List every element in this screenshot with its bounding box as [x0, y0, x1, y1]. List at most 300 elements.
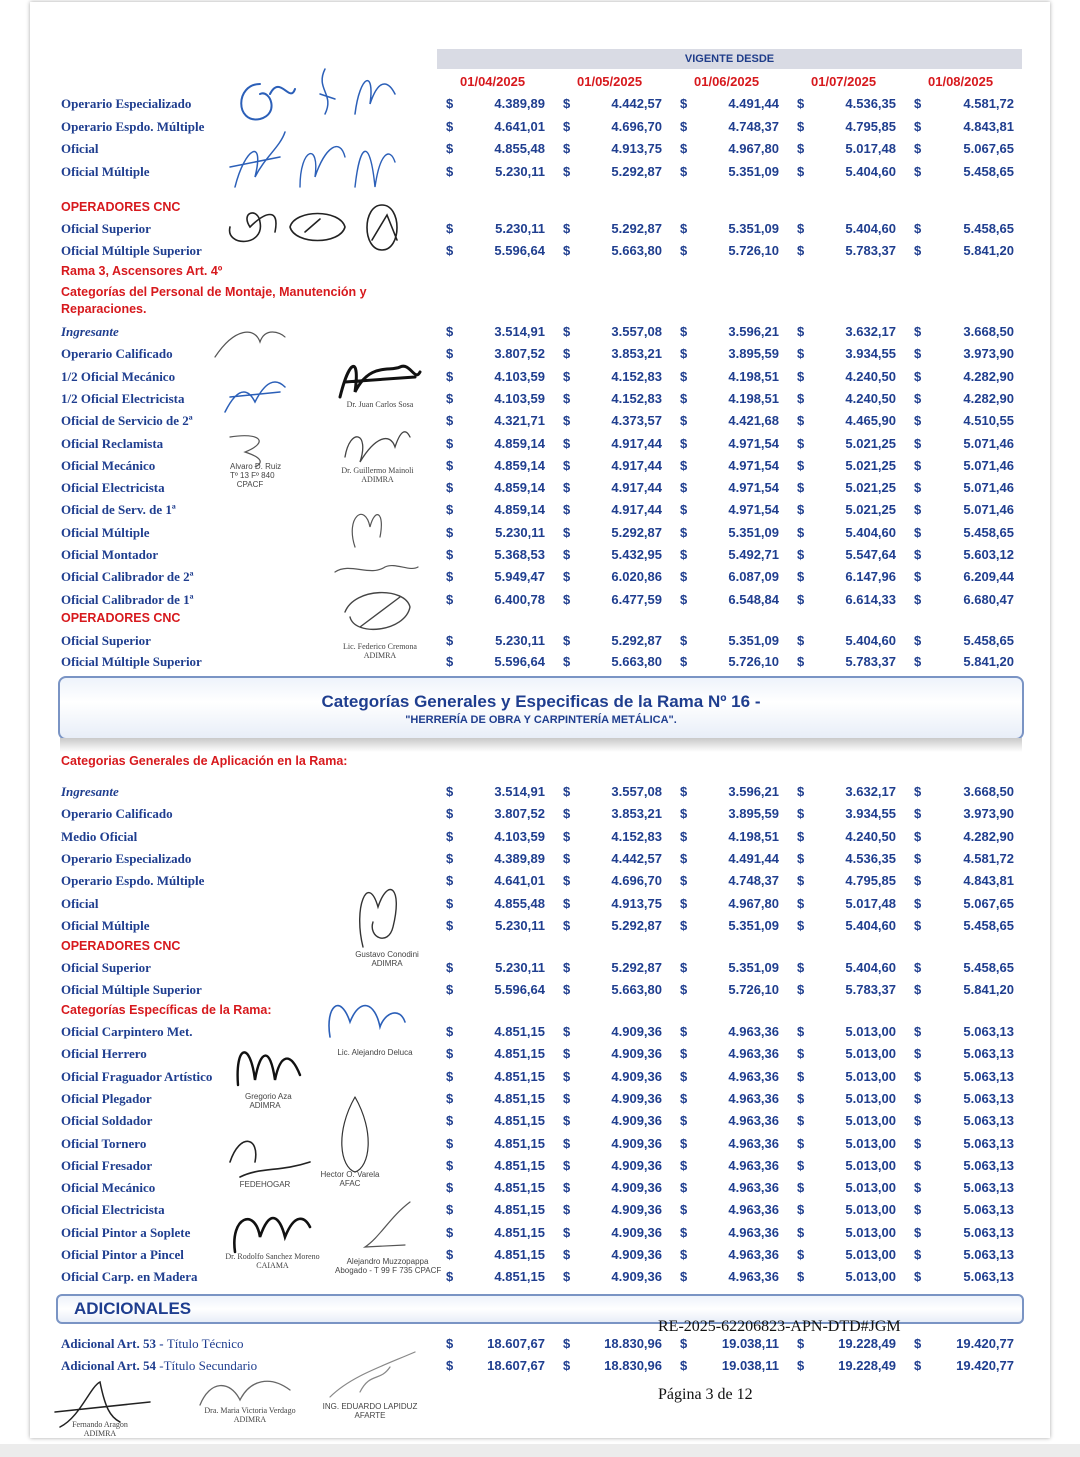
table-row [30, 322, 1050, 344]
bottom-strip [0, 1444, 1080, 1457]
currency-symbol: $ [563, 850, 571, 866]
row-label: Oficial de Servicio de 2ª [61, 413, 193, 429]
currency-symbol: $ [446, 1024, 454, 1039]
row-value: 4.491,44 [728, 850, 779, 866]
row-value: 5.063,13 [963, 1180, 1014, 1196]
currency-symbol: $ [446, 368, 454, 384]
row-value: 5.351,09 [728, 917, 779, 933]
row-value: 4.963,36 [728, 1135, 779, 1151]
currency-symbol: $ [797, 591, 805, 607]
currency-symbol: $ [914, 895, 922, 911]
row-label: Ingresante [61, 324, 119, 339]
row-value: 19.420,77 [956, 1358, 1014, 1373]
row-value: 18.607,67 [487, 1358, 545, 1373]
currency-symbol: $ [680, 806, 688, 822]
row-value: 18.830,96 [604, 1336, 662, 1351]
currency-symbol: $ [797, 346, 805, 362]
currency-symbol: $ [680, 96, 688, 111]
row-value: 6.020,86 [611, 569, 662, 585]
table-row [30, 1022, 1050, 1044]
row-value: 4.152,83 [611, 828, 662, 844]
row-value: 4.963,36 [728, 1024, 779, 1039]
currency-symbol: $ [680, 1224, 688, 1240]
currency-symbol: $ [563, 457, 571, 473]
row-label: Oficial Calibrador de 1ª [61, 591, 194, 607]
row-value: 4.442,57 [611, 96, 662, 111]
row-value: 5.230,11 [495, 524, 545, 540]
table-row [30, 94, 1050, 116]
table-row [30, 631, 1050, 653]
currency-symbol: $ [446, 1046, 454, 1062]
row-value: 5.013,00 [845, 1247, 896, 1262]
currency-symbol: $ [680, 784, 688, 799]
row-value: 4.536,35 [845, 850, 896, 866]
row-value: 5.603,12 [963, 547, 1014, 562]
currency-symbol: $ [797, 243, 805, 258]
currency-symbol: $ [914, 982, 922, 997]
row-value: 4.963,36 [728, 1113, 779, 1129]
row-label: Oficial Calibrador de 2ª [61, 569, 194, 585]
date-header-2: 01/05/2025 [577, 74, 643, 89]
row-value: 4.491,44 [728, 96, 779, 111]
row-value: 3.973,90 [963, 806, 1014, 822]
rama3-subtitle-2: Reparaciones. [61, 302, 147, 316]
currency-symbol: $ [446, 346, 454, 362]
currency-symbol: $ [563, 1358, 571, 1373]
table-row [30, 139, 1050, 161]
row-value: 4.373,57 [611, 413, 662, 429]
cnc-title: OPERADORES CNC [61, 200, 181, 214]
currency-symbol: $ [797, 502, 805, 518]
row-label: Oficial Múltiple Superior [61, 982, 202, 997]
row-value: 5.063,13 [963, 1202, 1014, 1218]
row-label: 1/2 Oficial Electricista [61, 390, 185, 406]
banner-title: Categorías Generales y Especificas de la Rama Nº 16 - [321, 692, 761, 711]
row-value: 5.071,46 [963, 435, 1014, 451]
vigente-desde-header: VIGENTE DESDE [437, 49, 1022, 69]
row-value: 4.198,51 [728, 368, 779, 384]
currency-symbol: $ [797, 1336, 805, 1351]
currency-symbol: $ [797, 1224, 805, 1240]
row-label: Operario Calificado [61, 806, 173, 822]
currency-symbol: $ [797, 1024, 805, 1039]
row-value: 4.510,55 [963, 413, 1014, 429]
currency-symbol: $ [914, 96, 922, 111]
table-row [30, 1267, 1050, 1289]
table-row [30, 434, 1050, 456]
currency-symbol: $ [446, 806, 454, 822]
currency-symbol: $ [914, 480, 922, 496]
row-value: 4.913,75 [611, 141, 662, 156]
row-value: 4.282,90 [963, 368, 1014, 384]
currency-symbol: $ [446, 960, 454, 975]
currency-symbol: $ [446, 1224, 454, 1240]
row-value: 5.458,65 [963, 633, 1014, 648]
row-label: Oficial Pintor a Pincel [61, 1247, 184, 1262]
row-value: 4.909,36 [611, 1180, 662, 1196]
row-value: 5.013,00 [845, 1068, 896, 1084]
table-row [30, 804, 1050, 826]
currency-symbol: $ [446, 873, 454, 889]
currency-symbol: $ [797, 324, 805, 339]
currency-symbol: $ [446, 1358, 454, 1373]
currency-symbol: $ [446, 502, 454, 518]
row-label: Oficial Electricista [61, 1202, 165, 1218]
currency-symbol: $ [914, 1135, 922, 1151]
currency-symbol: $ [797, 1090, 805, 1106]
currency-symbol: $ [797, 1358, 805, 1373]
row-value: 4.851,15 [494, 1113, 545, 1129]
currency-symbol: $ [797, 1046, 805, 1062]
currency-symbol: $ [563, 1046, 571, 1062]
row-value: 5.013,00 [845, 1224, 896, 1240]
row-value: 5.351,09 [728, 633, 779, 648]
row-value: 6.548,84 [728, 591, 779, 607]
row-value: 3.668,50 [963, 784, 1014, 799]
currency-symbol: $ [914, 654, 922, 669]
currency-symbol: $ [797, 1113, 805, 1129]
row-value: 3.895,59 [728, 346, 779, 362]
row-value: 5.013,00 [845, 1046, 896, 1062]
currency-symbol: $ [680, 895, 688, 911]
currency-symbol: $ [797, 1068, 805, 1084]
table-row [30, 1089, 1050, 1111]
signature-scribble [230, 1035, 305, 1095]
row-label: Oficial Superior [61, 633, 151, 648]
row-value: 5.663,80 [611, 654, 662, 669]
row-value: 4.855,48 [494, 895, 545, 911]
currency-symbol: $ [914, 806, 922, 822]
currency-symbol: $ [563, 480, 571, 496]
row-value: 5.067,65 [963, 141, 1014, 156]
currency-symbol: $ [797, 1247, 805, 1262]
row-label: Adicional Art. 53 - Título Técnico [61, 1336, 244, 1351]
signature-scribble [335, 497, 395, 552]
row-value: 5.404,60 [845, 524, 896, 540]
row-label: Oficial Múltiple [61, 524, 150, 540]
currency-symbol: $ [563, 502, 571, 518]
currency-symbol: $ [797, 960, 805, 975]
currency-symbol: $ [563, 119, 571, 134]
table-row [30, 545, 1050, 567]
row-value: 4.103,59 [494, 368, 545, 384]
table-row [30, 894, 1050, 916]
row-value: 4.389,89 [494, 96, 545, 111]
row-value: 3.557,08 [611, 784, 662, 799]
currency-symbol: $ [680, 1024, 688, 1039]
signature-scribble [285, 207, 350, 247]
row-label: Ingresante [61, 784, 119, 799]
row-value: 5.017,48 [845, 895, 896, 911]
row-value: 5.063,13 [963, 1157, 1014, 1173]
signature-scribble [220, 427, 280, 467]
currency-symbol: $ [563, 1113, 571, 1129]
row-value: 4.967,80 [728, 895, 779, 911]
row-value: 5.230,11 [495, 221, 545, 236]
cnc-title: OPERADORES CNC [61, 611, 181, 625]
currency-symbol: $ [680, 654, 688, 669]
currency-symbol: $ [680, 221, 688, 236]
signature-scribble [330, 557, 420, 582]
currency-symbol: $ [446, 654, 454, 669]
rama16-banner [58, 676, 1024, 740]
row-value: 4.851,15 [494, 1068, 545, 1084]
table-row [30, 1200, 1050, 1222]
currency-symbol: $ [914, 547, 922, 562]
currency-symbol: $ [446, 1135, 454, 1151]
row-value: 4.909,36 [611, 1202, 662, 1218]
row-label: Operario Calificado [61, 346, 173, 362]
row-value: 3.632,17 [845, 784, 896, 799]
table-row [30, 344, 1050, 366]
row-label: Oficial Plegador [61, 1090, 152, 1106]
row-value: 6.477,59 [611, 591, 662, 607]
currency-symbol: $ [563, 164, 571, 179]
row-value: 6.400,78 [494, 591, 545, 607]
row-value: 4.859,14 [494, 435, 545, 451]
row-value: 4.851,15 [494, 1202, 545, 1218]
currency-symbol: $ [914, 141, 922, 156]
currency-symbol: $ [446, 390, 454, 406]
row-value: 4.851,15 [494, 1046, 545, 1062]
row-value: 5.013,00 [845, 1113, 896, 1129]
row-value: 5.726,10 [728, 982, 779, 997]
currency-symbol: $ [914, 457, 922, 473]
currency-symbol: $ [914, 850, 922, 866]
signature-scribble [335, 582, 415, 642]
table-row [30, 958, 1050, 980]
row-value: 5.071,46 [963, 502, 1014, 518]
table-row [30, 849, 1050, 871]
row-value: 4.917,44 [611, 502, 662, 518]
row-value: 4.282,90 [963, 828, 1014, 844]
currency-symbol: $ [563, 917, 571, 933]
row-value: 5.292,87 [611, 960, 662, 975]
row-value: 4.198,51 [728, 828, 779, 844]
currency-symbol: $ [563, 547, 571, 562]
rama3-title: Rama 3, Ascensores Art. 4º [61, 264, 223, 278]
signature-name: Alvaro D. Ruiz Tº 13 Fº 840 CPACF [230, 462, 282, 489]
currency-symbol: $ [446, 1202, 454, 1218]
row-value: 4.963,36 [728, 1090, 779, 1106]
row-value: 4.696,70 [611, 119, 662, 134]
currency-symbol: $ [563, 1202, 571, 1218]
currency-symbol: $ [563, 591, 571, 607]
currency-symbol: $ [446, 917, 454, 933]
currency-symbol: $ [563, 435, 571, 451]
row-value: 5.458,65 [963, 221, 1014, 236]
row-label: Oficial Fraguador Artístico [61, 1068, 213, 1084]
currency-symbol: $ [797, 390, 805, 406]
currency-symbol: $ [797, 524, 805, 540]
row-value: 5.663,80 [611, 243, 662, 258]
table-row [30, 162, 1050, 184]
row-value: 5.492,71 [728, 547, 779, 562]
signature-scribble [310, 64, 345, 124]
table-row [30, 1111, 1050, 1133]
row-label: Oficial Montador [61, 547, 159, 562]
table-row [30, 241, 1050, 263]
row-value: 4.795,85 [845, 873, 896, 889]
general-title: Categorias Generales de Aplicación en la Rama: [61, 754, 348, 768]
currency-symbol: $ [914, 221, 922, 236]
currency-symbol: $ [563, 828, 571, 844]
currency-symbol: $ [446, 591, 454, 607]
row-value: 4.843,81 [963, 873, 1014, 889]
adicional-row [30, 1356, 1050, 1378]
row-label: Oficial Soldador [61, 1113, 153, 1129]
currency-symbol: $ [563, 1090, 571, 1106]
currency-symbol: $ [446, 457, 454, 473]
row-value: 5.063,13 [963, 1113, 1014, 1129]
row-value: 4.963,36 [728, 1157, 779, 1173]
currency-symbol: $ [563, 524, 571, 540]
row-value: 4.909,36 [611, 1068, 662, 1084]
currency-symbol: $ [914, 591, 922, 607]
row-value: 4.909,36 [611, 1269, 662, 1285]
currency-symbol: $ [680, 1046, 688, 1062]
currency-symbol: $ [680, 119, 688, 134]
cnc-title: OPERADORES CNC [61, 939, 181, 953]
currency-symbol: $ [797, 480, 805, 496]
currency-symbol: $ [680, 982, 688, 997]
currency-symbol: $ [563, 1157, 571, 1173]
row-value: 6.614,33 [845, 591, 896, 607]
row-value: 5.292,87 [611, 164, 662, 179]
date-header-1: 01/04/2025 [460, 74, 526, 89]
currency-symbol: $ [797, 547, 805, 562]
table-row [30, 389, 1050, 411]
currency-symbol: $ [446, 982, 454, 997]
row-value: 5.547,64 [845, 547, 896, 562]
currency-symbol: $ [446, 524, 454, 540]
currency-symbol: $ [563, 243, 571, 258]
row-label: Oficial Múltiple Superior [61, 243, 202, 258]
row-value: 3.668,50 [963, 324, 1014, 339]
row-value: 5.404,60 [845, 164, 896, 179]
currency-symbol: $ [680, 243, 688, 258]
currency-symbol: $ [797, 895, 805, 911]
table-row [30, 782, 1050, 804]
table-row [30, 980, 1050, 1002]
currency-symbol: $ [680, 346, 688, 362]
currency-symbol: $ [563, 1336, 571, 1351]
row-value: 5.458,65 [963, 524, 1014, 540]
row-value: 5.292,87 [611, 524, 662, 540]
currency-symbol: $ [563, 346, 571, 362]
currency-symbol: $ [680, 480, 688, 496]
currency-symbol: $ [797, 1157, 805, 1173]
currency-symbol: $ [797, 141, 805, 156]
row-value: 4.909,36 [611, 1090, 662, 1106]
row-value: 18.830,96 [604, 1358, 662, 1373]
row-label: Oficial Superior [61, 960, 151, 975]
row-label: Oficial Fresador [61, 1157, 153, 1173]
row-value: 5.063,13 [963, 1068, 1014, 1084]
currency-symbol: $ [680, 917, 688, 933]
row-value: 5.230,11 [495, 960, 545, 975]
currency-symbol: $ [914, 917, 922, 933]
row-value: 4.909,36 [611, 1224, 662, 1240]
currency-symbol: $ [797, 806, 805, 822]
signature-scribble [230, 64, 300, 134]
currency-symbol: $ [446, 1269, 454, 1285]
row-value: 5.432,95 [611, 547, 662, 562]
row-value: 4.963,36 [728, 1247, 779, 1262]
currency-symbol: $ [446, 435, 454, 451]
row-value: 4.963,36 [728, 1202, 779, 1218]
currency-symbol: $ [446, 1113, 454, 1129]
currency-symbol: $ [446, 828, 454, 844]
row-value: 5.292,87 [611, 221, 662, 236]
row-value: 4.909,36 [611, 1024, 662, 1039]
row-label: Oficial Superior [61, 221, 151, 236]
currency-symbol: $ [680, 1135, 688, 1151]
currency-symbol: $ [797, 435, 805, 451]
table-row [30, 1044, 1050, 1066]
currency-symbol: $ [680, 960, 688, 975]
currency-symbol: $ [797, 96, 805, 111]
signature-name: Dr. Juan Carlos Sosa [346, 400, 414, 409]
signature-scribble [335, 417, 415, 472]
table-row [30, 478, 1050, 500]
row-value: 4.581,72 [963, 850, 1014, 866]
banner-subtitle: "HERRERÍA DE OBRA Y CARPINTERÍA METÁLICA". [405, 714, 677, 726]
row-value: 3.596,21 [728, 324, 779, 339]
row-value: 5.458,65 [963, 164, 1014, 179]
row-value: 4.851,15 [494, 1224, 545, 1240]
row-value: 4.963,36 [728, 1269, 779, 1285]
row-value: 4.536,35 [845, 96, 896, 111]
currency-symbol: $ [446, 1068, 454, 1084]
table-row [30, 916, 1050, 938]
row-value: 5.783,37 [845, 982, 896, 997]
currency-symbol: $ [914, 1224, 922, 1240]
row-value: 4.843,81 [963, 119, 1014, 134]
row-value: 5.230,11 [495, 164, 545, 179]
currency-symbol: $ [914, 390, 922, 406]
row-value: 4.963,36 [728, 1224, 779, 1240]
row-value: 5.063,13 [963, 1090, 1014, 1106]
rama3-subtitle: Categorías del Personal de Montaje, Manutención y [61, 285, 367, 299]
currency-symbol: $ [680, 413, 688, 429]
signature-scribble [357, 200, 407, 255]
currency-symbol: $ [446, 1090, 454, 1106]
row-value: 5.351,09 [728, 524, 779, 540]
row-value: 6.680,47 [963, 591, 1014, 607]
row-value: 5.071,46 [963, 480, 1014, 496]
currency-symbol: $ [914, 243, 922, 258]
currency-symbol: $ [797, 1180, 805, 1196]
currency-symbol: $ [680, 850, 688, 866]
currency-symbol: $ [797, 784, 805, 799]
date-header-4: 01/07/2025 [811, 74, 877, 89]
row-label: Oficial Reclamista [61, 435, 164, 451]
row-value: 6.147,96 [845, 569, 896, 585]
row-value: 19.038,11 [721, 1358, 779, 1373]
currency-symbol: $ [446, 243, 454, 258]
currency-symbol: $ [446, 1180, 454, 1196]
currency-symbol: $ [680, 1068, 688, 1084]
row-value: 4.240,50 [845, 390, 896, 406]
row-value: 3.514,91 [494, 784, 545, 799]
currency-symbol: $ [680, 591, 688, 607]
table-row [30, 1134, 1050, 1156]
row-value: 4.855,48 [494, 141, 545, 156]
currency-symbol: $ [446, 850, 454, 866]
row-value: 4.465,90 [845, 413, 896, 429]
row-label: Oficial Carp. en Madera [61, 1269, 198, 1285]
